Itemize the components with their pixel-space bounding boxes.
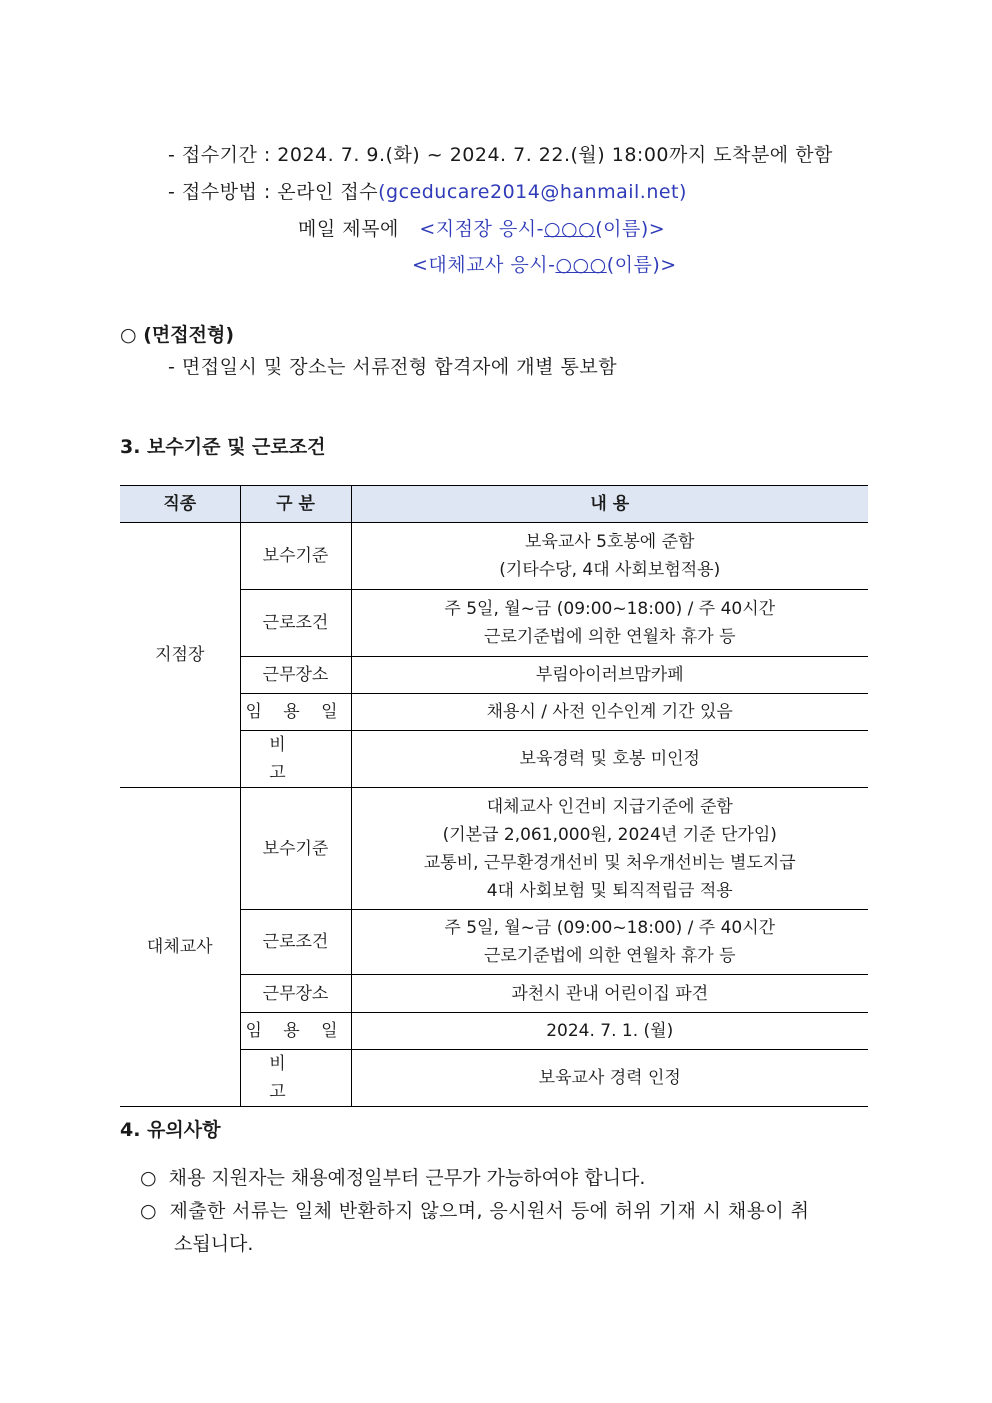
content-line: (기본급 2,061,000원, 2024년 기준 단가임)	[442, 824, 777, 845]
content-line: 4대 사회보험 및 퇴직적립금 적용	[486, 880, 733, 901]
content-cell: 채용시 / 사전 인수인계 기간 있음	[351, 694, 868, 731]
header-job: 직종	[120, 486, 240, 523]
interview-heading	[120, 320, 234, 347]
section3-title: 3. 보수기준 및 근로조건	[120, 436, 326, 458]
note-bullet: ○	[140, 1167, 157, 1189]
note-2-text: 제출한 서류는 일체 반환하지 않으며, 응시원서 등에 허위 기재 시 채용이 취	[169, 1200, 810, 1222]
mail-subject-substitute-prefix: <대체교사 응시-	[412, 254, 556, 276]
reception-period-label: - 접수기간 :	[168, 144, 278, 166]
content-cell: 보육교사 경력 인정	[351, 1050, 868, 1107]
category-cell: 비 고	[240, 731, 351, 788]
content-line: 교통비, 근무환경개선비 및 처우개선비는 별도지급	[423, 852, 796, 873]
content-cell: 부림아이러브맘카페	[351, 657, 868, 694]
content-cell	[351, 788, 868, 910]
header-content: 내 용	[351, 486, 868, 523]
content-line: 대체교사 인건비 지급기준에 준함	[486, 796, 733, 817]
mail-subject-manager-prefix: <지점장 응시-	[419, 218, 544, 240]
category-cell: 근무장소	[240, 975, 351, 1013]
note-1	[140, 1163, 645, 1190]
mail-subject-line-1	[298, 214, 665, 241]
mail-subject-manager	[419, 218, 665, 240]
content-cell	[351, 910, 868, 975]
content-line: 주 5일, 월~금 (09:00~18:00) / 주 40시간	[444, 918, 776, 938]
table-row	[120, 523, 868, 590]
content-cell	[351, 590, 868, 657]
content-cell: 과천시 관내 어린이집 파견	[351, 975, 868, 1013]
job-branch-manager: 지점장	[120, 523, 240, 788]
content-line: 보육교사 5호봉에 준함	[525, 532, 695, 552]
table-row	[120, 788, 868, 910]
reception-period	[168, 140, 833, 167]
category-cell: 임 용 일	[240, 694, 351, 731]
reception-method	[168, 177, 687, 204]
category-cell: 임 용 일	[240, 1013, 351, 1050]
mail-subject-substitute-suffix: (이름)>	[606, 254, 677, 276]
note-2-continued: 소됩니다.	[174, 1233, 254, 1255]
category-cell: 근로조건	[240, 910, 351, 975]
category-cell: 근무장소	[240, 657, 351, 694]
mail-subject-label: 메일 제목에	[298, 218, 399, 240]
table-header-row	[120, 486, 868, 523]
content-cell: 보육경력 및 호봉 미인정	[351, 731, 868, 788]
note-2	[140, 1196, 809, 1223]
interview-bullet: ○	[120, 324, 137, 346]
header-category: 구 분	[240, 486, 351, 523]
job-substitute-teacher: 대체교사	[120, 788, 240, 1107]
mail-subject-line-2	[412, 250, 677, 277]
category-cell: 보수기준	[240, 523, 351, 590]
interview-title: (면접전형)	[143, 324, 235, 346]
conditions-table	[120, 485, 868, 1107]
content-line: 근로기준법에 의한 연월차 휴가 등	[483, 627, 736, 647]
interview-detail: - 면접일시 및 장소는 서류전형 합격자에 개별 통보함	[168, 356, 618, 378]
content-line: 주 5일, 월~금 (09:00~18:00) / 주 40시간	[444, 599, 776, 619]
mail-subject-substitute-mask: ○○○	[555, 254, 607, 276]
reception-email: (gceducare2014@hanmail.net)	[378, 181, 687, 203]
content-line: (기타수당, 4대 사회보험적용)	[499, 560, 721, 580]
content-cell	[351, 523, 868, 590]
content-cell: 2024. 7. 1. (월)	[351, 1013, 868, 1050]
content-line: 근로기준법에 의한 연월차 휴가 등	[483, 946, 736, 966]
mail-subject-manager-mask: ○○○	[543, 218, 596, 240]
category-cell: 근로조건	[240, 590, 351, 657]
category-cell: 비 고	[240, 1050, 351, 1107]
note-1-text: 채용 지원자는 채용예정일부터 근무가 가능하여야 합니다.	[168, 1167, 646, 1189]
reception-period-value: 2024. 7. 9.(화) ~ 2024. 7. 22.(월) 18:00까지 도착분에 한함	[277, 144, 833, 166]
reception-method-label: - 접수방법 : 온라인 접수	[168, 181, 379, 203]
section4-title: 4. 유의사항	[120, 1119, 221, 1141]
category-cell: 보수기준	[240, 788, 351, 910]
mail-subject-manager-suffix: (이름)>	[595, 218, 666, 240]
note-bullet: ○	[140, 1200, 157, 1222]
